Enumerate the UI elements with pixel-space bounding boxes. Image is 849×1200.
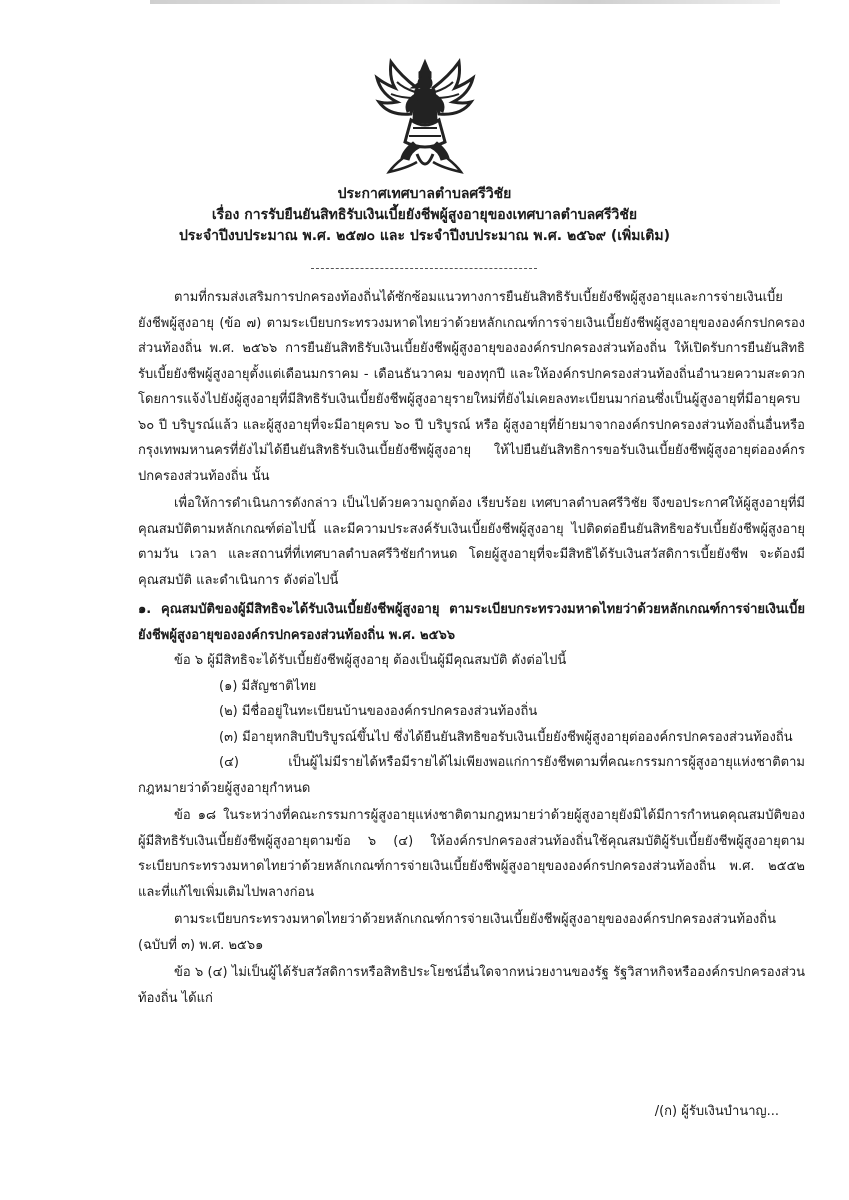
qualification-item: (๑) มีสัญชาติไทย	[219, 678, 317, 694]
clause-6: ข้อ ๖ ผู้มีสิทธิจะได้รับเบี้ยยังชีพผู้สูงอายุ ต้องเป็นผู้มีคุณสมบัติ ดังต่อไปนี้	[174, 653, 567, 668]
announcement-header	[0, 184, 849, 247]
paragraph-background: ตามที่กรมส่งเสริมการปกครองท้องถิ่นได้ซักซ้อมแนวทางการยืนยันสิทธิรับเบี้ยยังชีพผู้สูงอายุและการจ่ายเงินเบี้ยยังชีพผู้สูงอายุ (ข้อ ๗) ตามระเบียบกระทรวงมหาดไทยว่าด้วยหลักเกณฑ์การจ่ายเงินเบี้ยยังชีพผู้สูงอายุขององค์กรปกครองส่วนท้องถิ่น พ.ศ. ๒๕๖๖ การยืนยันสิทธิรับเงินเบี้ยยังชีพผู้สูงอายุขององค์กรปกครองส่วนท้องถิ่น ให้เปิดรับการยืนยันสิทธิรับเบี้ยยังชีพผู้สูงอายุตั้งแต่เดือนมกราคม - เดือนธันวาคม ของทุกปี และให้องค์กรปกครองส่วนท้องถิ่นอำนวยความสะดวกโดยการแจ้งไปยังผู้สูงอายุที่มีสิทธิรับเงินเบี้ยยังชีพผู้สูงอายุรายใหม่ที่ยังไม่เคยลงทะเบียนมาก่อนซึ่งเป็นผู้สูงอายุที่มีอายุครบ ๖๐ ปี บริบูรณ์แล้ว และผู้สูงอายุที่จะมีอายุครบ ๖๐ ปี บริบูรณ์ หรือ ผู้สูงอายุที่ย้ายมาจากองค์กรปกครองส่วนท้องถิ่นอื่นหรือกรุงเทพมหานครที่ยังไม่ได้ยืนยันสิทธิรับเงินเบี้ยยังชีพผู้สูงอายุ ให้ไปยืนยันสิทธิการขอรับเงินเบี้ยยังชีพผู้สูงอายุต่อองค์กรปกครองส่วนท้องถิ่น นั้น	[138, 290, 805, 484]
qualification-item: (๓) มีอายุหกสิบปีบริบูรณ์ขึ้นไป ซึ่งได้ยืนยันสิทธิขอรับเงินเบี้ยยังชีพผู้สูงอายุต่อองค์กรปกครองส่วนท้องถิ่น	[219, 729, 793, 745]
qualification-item: (๔) เป็นผู้ไม่มีรายได้หรือมีรายได้ไม่เพียงพอแก่การยังชีพตามที่คณะกรรมการผู้สูงอายุแห่งชาติตามกฎหมายว่าด้วยผู้สูงอายุกำหนด	[138, 755, 805, 796]
document-body	[138, 285, 805, 1011]
scan-edge	[150, 0, 780, 4]
paragraph-announcement: เพื่อให้การดำเนินการดังกล่าว เป็นไปด้วยความถูกต้อง เรียบร้อย เทศบาลตำบลศรีวิชัย จึงขอประกาศให้ผู้สูงอายุที่มีคุณสมบัติตามหลักเกณฑ์ต่อไปนี้ และมีความประสงค์รับเงินเบี้ยยังชีพผู้สูงอายุ ไปติดต่อยืนยันสิทธิขอรับเบี้ยยังชีพผู้สูงอายุ ตามวัน เวลา และสถานที่ที่เทศบาลตำบลศรีวิชัยกำหนด โดยผู้สูงอายุที่จะมีสิทธิได้รับเงินสวัสดิการเบี้ยยังชีพ จะต้องมีคุณสมบัติ และดำเนินการ ดังต่อไปนี้	[138, 496, 805, 588]
announcement-issuer: ประกาศเทศบาลตำบลศรีวิชัย	[337, 186, 512, 202]
qualification-item: (๒) มีชื่ออยู่ในทะเบียนบ้านขององค์กรปกครองส่วนท้องถิ่น	[219, 704, 538, 719]
announcement-subject: เรื่อง การรับยืนยันสิทธิรับเงินเบี้ยยังชีพผู้สูงอายุของเทศบาลตำบลศรีวิชัย	[211, 207, 638, 223]
announcement-fiscal-year: ประจำปีงบประมาณ พ.ศ. ๒๕๗๐ และ ประจำปีงบประมาณ พ.ศ. ๒๕๖๙ (เพิ่มเติม)	[179, 228, 670, 244]
page-continuation: /(ก) ผู้รับเงินบำนาญ...	[654, 1104, 779, 1119]
clause-6-4: ข้อ ๖ (๔) ไม่เป็นผู้ได้รับสวัสดิการหรือสิทธิประโยชน์อื่นใดจากหน่วยงานของรัฐ รัฐวิสาหกิจหรือองค์กรปกครองส่วนท้องถิ่น ได้แก่	[138, 965, 805, 1006]
clause-18: ข้อ ๑๘ ในระหว่างที่คณะกรรมการผู้สูงอายุแห่งชาติตามกฎหมายว่าด้วยผู้สูงอายุยังมิได้มีการกำหนดคุณสมบัติของผู้มีสิทธิรับเงินเบี้ยยังชีพผู้สูงอายุตามข้อ ๖ (๔) ให้องค์กรปกครองส่วนท้องถิ่นใช้คุณสมบัติผู้รับเบี้ยยังชีพผู้สูงอายุตามระเบียบกระทรวงมหาดไทยว่าด้วยหลักเกณฑ์การจ่ายเงินเบี้ยยังชีพผู้สูงอายุขององค์กรปกครองส่วนท้องถิ่น พ.ศ. ๒๕๕๒ และที่แก้ไขเพิ่มเติมไปพลางก่อน	[138, 808, 805, 900]
garuda-emblem-icon	[373, 58, 477, 176]
section-1-title: ๑. คุณสมบัติของผู้มีสิทธิจะได้รับเงินเบี้ยยังชีพผู้สูงอายุ ตามระเบียบกระทรวงมหาดไทยว่าด้วยหลักเกณฑ์การจ่ายเงินเบี้ยยังชีพผู้สูงอายุขององค์กรปกครองส่วนท้องถิ่น พ.ศ. ๒๕๖๖	[138, 602, 805, 643]
header-divider	[311, 268, 537, 269]
regulation-reference: ตามระเบียบกระทรวงมหาดไทยว่าด้วยหลักเกณฑ์การจ่ายเงินเบี้ยยังชีพผู้สูงอายุขององค์กรปกครองส่วนท้องถิ่น (ฉบับที่ ๓) พ.ศ. ๒๕๖๑	[138, 912, 776, 953]
